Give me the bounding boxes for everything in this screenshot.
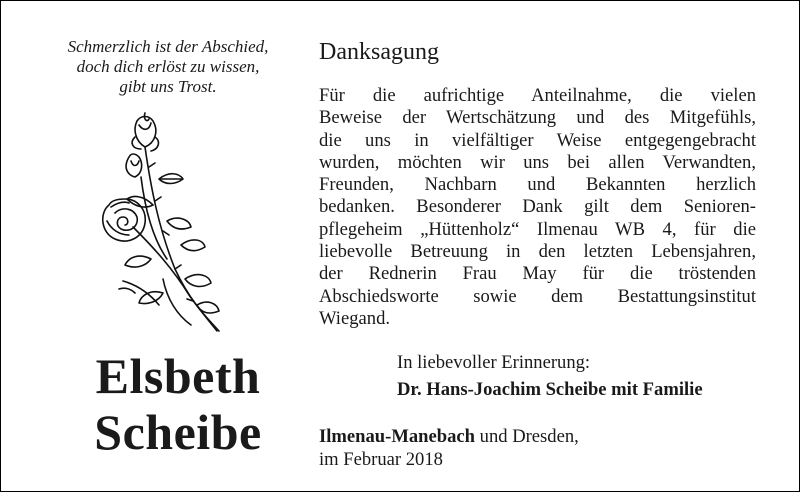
text-line: liebevolle Betreuung in den letzten Lebensjahren, (319, 241, 756, 263)
quote-line: doch dich erlöst zu wissen, (76, 57, 260, 76)
text-line: wurden, möchten wir uns bei allen Verwandten, (319, 151, 756, 173)
notice-heading: Danksagung (319, 39, 439, 65)
memory-line: In liebevoller Erinnerung: (397, 352, 591, 373)
text-line: Freunden, Nachbarn und Bekannten herzlich (319, 174, 756, 196)
date-line: im Februar 2018 (319, 449, 443, 470)
thanks-text (319, 85, 756, 330)
deceased-first-name: Elsbeth (95, 348, 261, 404)
text-line: Abschiedsworte sowie dem Bestattungsinstitut (319, 285, 756, 307)
place-line (319, 425, 579, 448)
place-date (319, 425, 579, 471)
quote-line: gibt uns Trost. (119, 77, 217, 96)
family-signature: Dr. Hans-Joachim Scheibe mit Familie (397, 379, 703, 400)
rose-drawing-icon (93, 109, 243, 337)
text-line: Beweise der Wertschätzung und des Mitgefühls, (319, 107, 756, 129)
text-line: der Rednerin Frau May für die tröstenden (319, 263, 756, 285)
place-bold: Ilmenau-Manebach (319, 426, 475, 447)
text-line: Wiegand. (319, 307, 391, 329)
place-rest: und Dresden, (475, 426, 579, 447)
text-line: Für die aufrichtige Anteilnahme, die vielen (319, 85, 756, 106)
memorial-quote (43, 37, 293, 97)
quote-line: Schmerzlich ist der Abschied, (67, 37, 269, 56)
text-line: pflegeheim „Hüttenholz“ Ilmenau WB 4, für die (319, 218, 756, 240)
deceased-last-name: Scheibe (94, 404, 262, 460)
text-line: die uns in vielfältiger Weise entgegengebracht (319, 129, 756, 151)
text-line: bedanken. Besonderer Dank gilt dem Senioren- (319, 196, 756, 218)
